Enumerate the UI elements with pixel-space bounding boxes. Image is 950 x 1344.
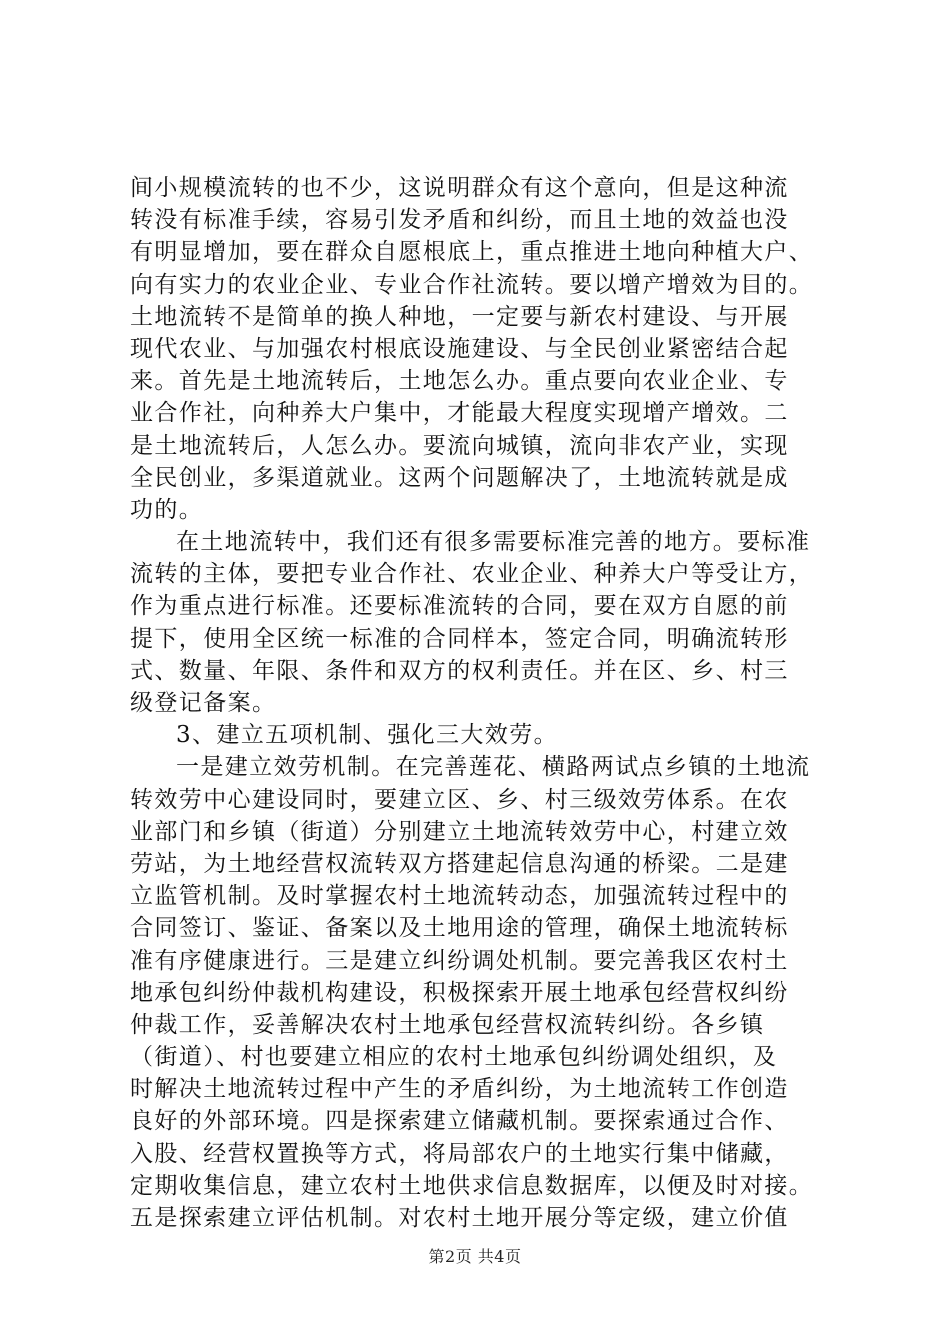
text-line: 仲裁工作，妥善解决农村土地承包经营权流转纠纷。各乡镇: [130, 1011, 765, 1038]
text-line: 级登记备案。: [130, 690, 277, 716]
text-line: 提下，使用全区统一标准的合同样本，签定合同，明确流转形: [130, 625, 789, 652]
text-line: 流转的主体，要把专业合作社、农业企业、种养大户等受让方，: [130, 561, 814, 588]
text-line: 转没有标准手续，容易引发矛盾和纠纷，而且土地的效益也没: [130, 207, 789, 234]
text-line: 一是建立效劳机制。在完善莲花、横路两试点乡镇的土地流: [176, 754, 811, 781]
text-line: 劳站，为土地经营权流转双方搭建起信息沟通的桥梁。二是建: [130, 850, 789, 877]
text-line: 时解决土地流转过程中产生的矛盾纠纷，为土地流转工作创造: [130, 1076, 789, 1103]
text-line: 有明显增加，要在群众自愿根底上，重点推进土地向种植大户、: [130, 239, 814, 266]
text-line: 五是探索建立评估机制。对农村土地开展分等定级，建立价值: [130, 1205, 789, 1231]
text-line: 业部门和乡镇（街道）分别建立土地流转效劳中心，村建立效: [130, 818, 789, 845]
text-line: 在土地流转中，我们还有很多需要标准完善的地方。要标准: [176, 529, 811, 556]
text-line: 向有实力的农业企业、专业合作社流转。要以增产增效为目的。: [130, 271, 814, 298]
text-line: 作为重点进行标准。还要标准流转的合同，要在双方自愿的前: [130, 593, 789, 620]
text-line: 3、建立五项机制、强化三大效劳。: [176, 722, 559, 749]
text-line: 入股、经营权置换等方式，将局部农户的土地实行集中储藏，: [130, 1140, 789, 1167]
text-line: 功的。: [130, 496, 204, 523]
text-line: 全民创业，多渠道就业。这两个问题解决了，土地流转就是成: [130, 464, 789, 491]
text-line: 业合作社，向种养大户集中，才能最大程度实现增产增效。二: [130, 400, 789, 427]
document-body: [130, 172, 835, 1234]
text-line: （街道）、村也要建立相应的农村土地承包纠纷调处组织，及: [130, 1044, 778, 1071]
text-line: 来。首先是土地流转后，土地怎么办。重点要向农业企业、专: [130, 368, 789, 395]
text-line: 立监管机制。及时掌握农村土地流转动态，加强流转过程中的: [130, 883, 789, 910]
text-line: 式、数量、年限、条件和双方的权利责任。并在区、乡、村三: [130, 657, 789, 684]
text-line: 定期收集信息，建立农村土地供求信息数据库，以便及时对接。: [130, 1172, 814, 1199]
text-line: 是土地流转后，人怎么办。要流向城镇，流向非农产业，实现: [130, 432, 789, 459]
text-line: 合同签订、鉴证、备案以及土地用途的管理，确保土地流转标: [130, 915, 789, 942]
text-line: 现代农业、与加强农村根底设施建设、与全民创业紧密结合起: [130, 335, 789, 362]
text-line: 地承包纠纷仲裁机构建设，积极探索开展土地承包经营权纠纷: [130, 979, 789, 1006]
text-line: 良好的外部环境。四是探索建立储藏机制。要探索通过合作、: [130, 1108, 789, 1135]
text-line: 准有序健康进行。三是建立纠纷调处机制。要完善我区农村土: [130, 947, 789, 974]
text-line: 转效劳中心建设同时，要建立区、乡、村三级效劳体系。在农: [130, 786, 789, 813]
text-line: 间小规模流转的也不少，这说明群众有这个意向，但是这种流: [130, 175, 789, 201]
page-number-footer: 第2页 共4页: [428, 1247, 522, 1266]
text-line: 土地流转不是简单的换人种地，一定要与新农村建设、与开展: [130, 303, 789, 330]
